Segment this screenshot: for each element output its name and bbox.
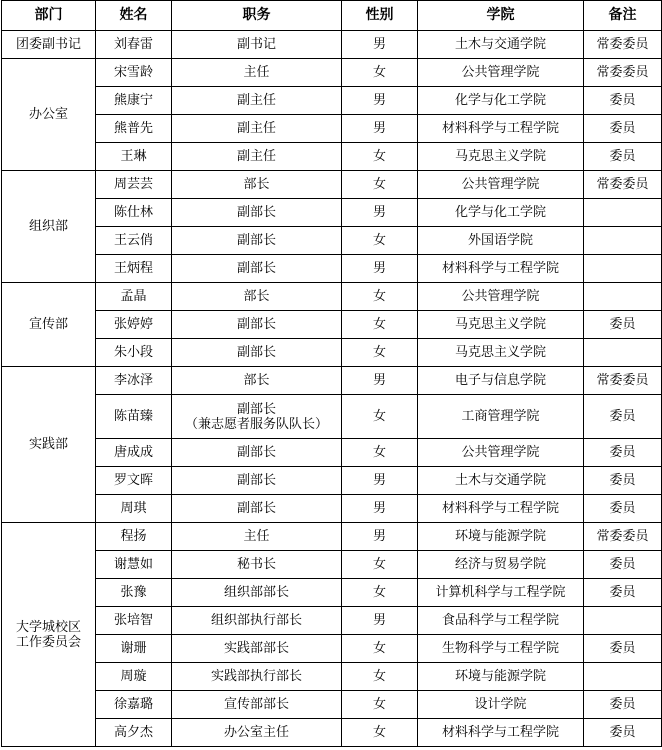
gender-cell: 女: [342, 719, 418, 747]
note-cell: 委员: [584, 467, 662, 495]
role-cell: [172, 439, 342, 467]
name-cell: 李冰泽: [96, 367, 172, 395]
table-row: [2, 199, 662, 227]
note-cell: 常委委员: [584, 367, 662, 395]
college-cell: 公共管理学院: [418, 283, 584, 311]
role-label: 组织部部长: [223, 585, 289, 600]
note-cell: 常委委员: [584, 171, 662, 199]
role-label: 主任: [243, 65, 270, 80]
role-cell: [172, 523, 342, 551]
name-cell: 罗文晖: [96, 467, 172, 495]
gender-cell: 男: [342, 31, 418, 59]
role-cell: [172, 87, 342, 115]
name-cell: 唐成成: [96, 439, 172, 467]
note-cell: 委员: [584, 719, 662, 747]
department-cell: [2, 523, 96, 747]
gender-cell: 女: [342, 311, 418, 339]
college-cell: 设计学院: [418, 691, 584, 719]
role-label: 副主任: [236, 121, 276, 136]
gender-cell: 女: [342, 143, 418, 171]
name-cell: 徐嘉璐: [96, 691, 172, 719]
note-cell: 委员: [584, 495, 662, 523]
college-cell: 材料科学与工程学院: [418, 495, 584, 523]
role-label: 部长: [243, 177, 270, 192]
role-label: 秘书长: [236, 557, 276, 572]
table-row: [2, 87, 662, 115]
name-cell: 谢珊: [96, 635, 172, 663]
name-cell: 王琳: [96, 143, 172, 171]
gender-cell: 男: [342, 115, 418, 143]
college-cell: 土木与交通学院: [418, 31, 584, 59]
role-cell: [172, 395, 342, 439]
name-cell: 张豫: [96, 579, 172, 607]
header-college: 学院: [418, 1, 584, 31]
role-label: 实践部部长: [223, 641, 289, 656]
department-label: 宣传部: [28, 317, 68, 332]
gender-cell: 女: [342, 395, 418, 439]
name-cell: 周琪: [96, 495, 172, 523]
note-cell: 委员: [584, 395, 662, 439]
role-label: 副主任: [236, 149, 276, 164]
role-cell: [172, 255, 342, 283]
name-cell: 王炳程: [96, 255, 172, 283]
name-cell: 张婷婷: [96, 311, 172, 339]
name-cell: 陈苗臻: [96, 395, 172, 439]
role-label: 部长: [243, 289, 270, 304]
note-cell: 委员: [584, 87, 662, 115]
gender-cell: 女: [342, 551, 418, 579]
role-label: 主任: [243, 529, 270, 544]
college-cell: 马克思主义学院: [418, 143, 584, 171]
role-cell: [172, 171, 342, 199]
gender-cell: 女: [342, 339, 418, 367]
department-label: 办公室: [28, 107, 68, 122]
name-cell: 王云俏: [96, 227, 172, 255]
table-row: [2, 719, 662, 747]
role-cell: [172, 691, 342, 719]
gender-cell: 男: [342, 523, 418, 551]
note-cell: [584, 607, 662, 635]
name-cell: 熊普先: [96, 115, 172, 143]
name-cell: 陈仕林: [96, 199, 172, 227]
table-row: [2, 551, 662, 579]
table-row: [2, 367, 662, 395]
gender-cell: 女: [342, 691, 418, 719]
table-row: [2, 439, 662, 467]
role-cell: [172, 59, 342, 87]
table-row: [2, 171, 662, 199]
gender-cell: 男: [342, 467, 418, 495]
note-cell: [584, 339, 662, 367]
role-cell: [172, 607, 342, 635]
college-cell: 化学与化工学院: [418, 87, 584, 115]
department-label: 团委副书记: [15, 37, 81, 52]
role-label: 副书记: [236, 37, 276, 52]
table-row: [2, 395, 662, 439]
role-label: 组织部执行部长: [210, 613, 302, 628]
department-label: 大学城校区: [15, 619, 81, 635]
department-cell: [2, 367, 96, 523]
role-cell: [172, 283, 342, 311]
department-label: 组织部: [28, 219, 68, 234]
role-cell: [172, 199, 342, 227]
college-cell: 工商管理学院: [418, 395, 584, 439]
role-cell: [172, 495, 342, 523]
college-cell: 马克思主义学院: [418, 311, 584, 339]
note-cell: 委员: [584, 635, 662, 663]
table-row: [2, 227, 662, 255]
name-cell: 熊康宁: [96, 87, 172, 115]
note-cell: 委员: [584, 551, 662, 579]
college-cell: 环境与能源学院: [418, 523, 584, 551]
role-cell: [172, 579, 342, 607]
college-cell: 计算机科学与工程学院: [418, 579, 584, 607]
note-cell: [584, 255, 662, 283]
college-cell: 食品科学与工程学院: [418, 607, 584, 635]
name-cell: 孟晶: [96, 283, 172, 311]
gender-cell: 女: [342, 227, 418, 255]
note-cell: 委员: [584, 579, 662, 607]
college-cell: 化学与化工学院: [418, 199, 584, 227]
college-cell: 生物科学与工程学院: [418, 635, 584, 663]
role-label: 办公室主任: [223, 725, 289, 740]
table-row: [2, 339, 662, 367]
college-cell: 材料科学与工程学院: [418, 255, 584, 283]
table-row: [2, 691, 662, 719]
table-row: [2, 59, 662, 87]
header-gender: 性别: [342, 1, 418, 31]
name-cell: 宋雪龄: [96, 59, 172, 87]
college-cell: 马克思主义学院: [418, 339, 584, 367]
gender-cell: 女: [342, 59, 418, 87]
college-cell: 经济与贸易学院: [418, 551, 584, 579]
role-cell: [172, 719, 342, 747]
gender-cell: 男: [342, 87, 418, 115]
department-cell: [2, 171, 96, 283]
role-label: 副部长: [236, 345, 276, 360]
college-cell: 电子与信息学院: [418, 367, 584, 395]
name-cell: 周璇: [96, 663, 172, 691]
header-name: 姓名: [96, 1, 172, 31]
table-row: [2, 495, 662, 523]
gender-cell: 女: [342, 579, 418, 607]
note-cell: 委员: [584, 691, 662, 719]
note-cell: [584, 199, 662, 227]
table-row: [2, 255, 662, 283]
role-label: 副部长: [236, 401, 276, 417]
role-label: 副部长: [236, 205, 276, 220]
note-cell: 委员: [584, 311, 662, 339]
note-cell: [584, 227, 662, 255]
note-cell: 常委委员: [584, 31, 662, 59]
table-row: [2, 283, 662, 311]
name-cell: 高夕杰: [96, 719, 172, 747]
header-note: 备注: [584, 1, 662, 31]
role-cell: [172, 467, 342, 495]
college-cell: 公共管理学院: [418, 59, 584, 87]
role-cell: [172, 663, 342, 691]
college-cell: 公共管理学院: [418, 171, 584, 199]
gender-cell: 男: [342, 199, 418, 227]
table-row: [2, 311, 662, 339]
note-cell: [584, 663, 662, 691]
table-row: [2, 663, 662, 691]
name-cell: 刘春雷: [96, 31, 172, 59]
role-label: 部长: [243, 373, 270, 388]
gender-cell: 女: [342, 439, 418, 467]
department-cell: [2, 283, 96, 367]
table-row: [2, 579, 662, 607]
gender-cell: 女: [342, 663, 418, 691]
college-cell: 材料科学与工程学院: [418, 719, 584, 747]
name-cell: 朱小段: [96, 339, 172, 367]
role-label: 宣传部部长: [223, 697, 289, 712]
role-label: 副部长: [236, 445, 276, 460]
header-row: [2, 1, 662, 31]
role-cell: [172, 635, 342, 663]
role-label: 副部长: [236, 317, 276, 332]
department-cell: [2, 31, 96, 59]
role-label: 副主任: [236, 93, 276, 108]
role-cell: [172, 31, 342, 59]
note-cell: 委员: [584, 115, 662, 143]
college-cell: 材料科学与工程学院: [418, 115, 584, 143]
gender-cell: 男: [342, 255, 418, 283]
department-cell: [2, 59, 96, 171]
table-row: [2, 607, 662, 635]
gender-cell: 男: [342, 607, 418, 635]
table-row: [2, 467, 662, 495]
role-cell: [172, 311, 342, 339]
note-cell: 委员: [584, 143, 662, 171]
note-cell: [584, 283, 662, 311]
college-cell: 土木与交通学院: [418, 467, 584, 495]
role-label: 副部长: [236, 261, 276, 276]
gender-cell: 女: [342, 171, 418, 199]
role-cell: [172, 227, 342, 255]
role-sub-label: （兼志愿者服务队队长）: [184, 416, 328, 432]
note-cell: 常委委员: [584, 59, 662, 87]
gender-cell: 女: [342, 283, 418, 311]
role-label: 副部长: [236, 501, 276, 516]
name-cell: 周芸芸: [96, 171, 172, 199]
college-cell: 公共管理学院: [418, 439, 584, 467]
header-role: 职务: [172, 1, 342, 31]
role-label: 副部长: [236, 473, 276, 488]
role-cell: [172, 367, 342, 395]
roster-body: [2, 31, 662, 747]
name-cell: 谢慧如: [96, 551, 172, 579]
role-label: 副部长: [236, 233, 276, 248]
college-cell: 环境与能源学院: [418, 663, 584, 691]
table-row: [2, 635, 662, 663]
table-row: [2, 31, 662, 59]
table-row: [2, 523, 662, 551]
role-cell: [172, 143, 342, 171]
table-row: [2, 143, 662, 171]
note-cell: 委员: [584, 439, 662, 467]
role-cell: [172, 115, 342, 143]
college-cell: 外国语学院: [418, 227, 584, 255]
table-row: [2, 115, 662, 143]
header-dept: 部门: [2, 1, 96, 31]
role-cell: [172, 339, 342, 367]
department-label: 实践部: [28, 437, 68, 452]
role-label: 实践部执行部长: [210, 669, 302, 684]
roster-table: [1, 0, 662, 747]
name-cell: 张培智: [96, 607, 172, 635]
gender-cell: 女: [342, 635, 418, 663]
role-cell: [172, 551, 342, 579]
department-label-line2: 工作委员会: [15, 634, 81, 650]
gender-cell: 男: [342, 367, 418, 395]
note-cell: 常委委员: [584, 523, 662, 551]
name-cell: 程扬: [96, 523, 172, 551]
gender-cell: 男: [342, 495, 418, 523]
